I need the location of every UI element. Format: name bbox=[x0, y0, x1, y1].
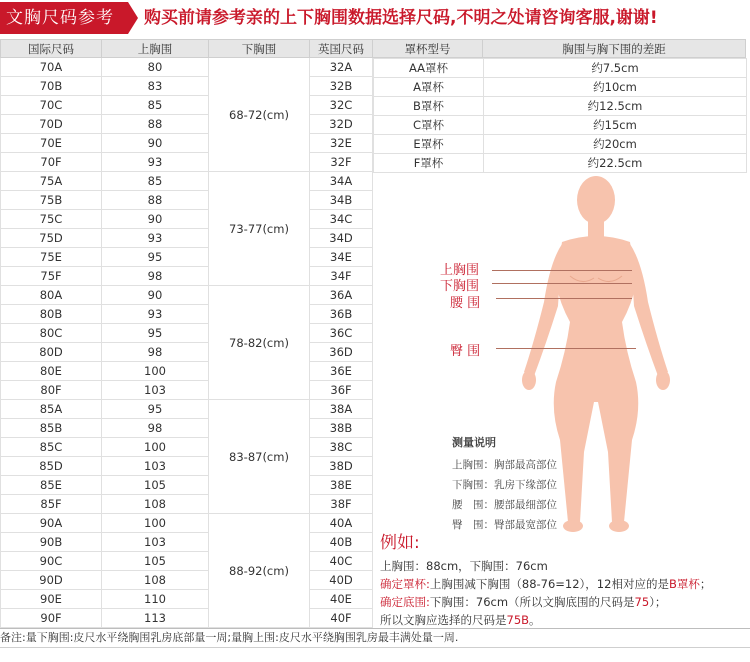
cell-upper-bust: 103 bbox=[102, 381, 209, 400]
cell-uk-size: 40F bbox=[310, 609, 373, 628]
cell-upper-bust: 88 bbox=[102, 191, 209, 210]
cell-uk-size: 32C bbox=[310, 96, 373, 115]
col-header-difference: 胸围与胸下围的差距 bbox=[483, 40, 746, 58]
cell-upper-bust: 95 bbox=[102, 324, 209, 343]
example-label-cup: 确定罩杯: bbox=[380, 577, 430, 591]
cell-intl-size: 85A bbox=[1, 400, 102, 419]
cell-intl-size: 90F bbox=[1, 609, 102, 628]
cell-upper-bust: 88 bbox=[102, 115, 209, 134]
cell-uk-size: 40E bbox=[310, 590, 373, 609]
cell-upper-bust: 85 bbox=[102, 172, 209, 191]
cell-intl-size: 80C bbox=[1, 324, 102, 343]
cell-upper-bust: 105 bbox=[102, 476, 209, 495]
col-header-uk-size: 英国尺码 bbox=[310, 40, 373, 58]
cell-intl-size: 85F bbox=[1, 495, 102, 514]
cup-row bbox=[374, 78, 747, 97]
cell-uk-size: 34D bbox=[310, 229, 373, 248]
cell-upper-bust: 85 bbox=[102, 96, 209, 115]
cell-cup-difference: 约15cm bbox=[484, 116, 747, 135]
cell-upper-bust: 93 bbox=[102, 229, 209, 248]
cell-cup-type: A罩杯 bbox=[374, 78, 484, 97]
body-silhouette bbox=[374, 172, 746, 542]
cell-intl-size: 75B bbox=[1, 191, 102, 210]
cell-intl-size: 75F bbox=[1, 267, 102, 286]
cell-uk-size: 40B bbox=[310, 533, 373, 552]
cell-intl-size: 85B bbox=[1, 419, 102, 438]
cell-uk-size: 40A bbox=[310, 514, 373, 533]
cell-under-bust: 83-87(cm) bbox=[209, 400, 310, 514]
cell-uk-size: 32E bbox=[310, 134, 373, 153]
cell-cup-difference: 约12.5cm bbox=[484, 97, 747, 116]
cell-uk-size: 40D bbox=[310, 571, 373, 590]
cell-uk-size: 34A bbox=[310, 172, 373, 191]
cell-uk-size: 38B bbox=[310, 419, 373, 438]
page-title: 文胸尺码参考 bbox=[0, 2, 128, 34]
cell-upper-bust: 80 bbox=[102, 58, 209, 77]
cup-row bbox=[374, 154, 747, 173]
measurement-legend bbox=[452, 434, 557, 535]
label-waist: 腰 围 bbox=[450, 296, 481, 311]
cell-under-bust: 68-72(cm) bbox=[209, 58, 310, 172]
col-header-cup-type: 罩杯型号 bbox=[373, 40, 483, 58]
cell-upper-bust: 103 bbox=[102, 457, 209, 476]
cell-cup-difference: 约10cm bbox=[484, 78, 747, 97]
cell-intl-size: 80A bbox=[1, 286, 102, 305]
cell-uk-size: 32F bbox=[310, 153, 373, 172]
cup-row bbox=[374, 59, 747, 78]
cell-upper-bust: 95 bbox=[102, 248, 209, 267]
cell-uk-size: 36A bbox=[310, 286, 373, 305]
example-line-1: 上胸围：88cm，下胸围：76cm bbox=[380, 559, 548, 573]
cell-intl-size: 85C bbox=[1, 438, 102, 457]
cell-upper-bust: 100 bbox=[102, 438, 209, 457]
cell-upper-bust: 105 bbox=[102, 552, 209, 571]
cell-uk-size: 32D bbox=[310, 115, 373, 134]
cell-uk-size: 32A bbox=[310, 58, 373, 77]
cell-upper-bust: 113 bbox=[102, 609, 209, 628]
label-upper-bust: 上胸围 bbox=[440, 263, 480, 278]
label-hip: 臀 围 bbox=[450, 344, 481, 359]
cup-table bbox=[373, 58, 747, 173]
cell-under-bust: 88-92(cm) bbox=[209, 514, 310, 628]
cell-intl-size: 85E bbox=[1, 476, 102, 495]
legend-title: 测量说明 bbox=[452, 436, 496, 449]
legend-item: 臀 围：臀部最宽部位 bbox=[452, 519, 557, 531]
cell-intl-size: 90D bbox=[1, 571, 102, 590]
cell-upper-bust: 95 bbox=[102, 400, 209, 419]
cell-intl-size: 70A bbox=[1, 58, 102, 77]
cell-cup-type: E罩杯 bbox=[374, 135, 484, 154]
cell-under-bust: 78-82(cm) bbox=[209, 286, 310, 400]
cell-uk-size: 38D bbox=[310, 457, 373, 476]
cell-upper-bust: 93 bbox=[102, 305, 209, 324]
legend-item: 下胸围：乳房下缘部位 bbox=[452, 479, 557, 491]
cell-intl-size: 70E bbox=[1, 134, 102, 153]
cell-upper-bust: 110 bbox=[102, 590, 209, 609]
cell-upper-bust: 100 bbox=[102, 514, 209, 533]
cell-intl-size: 75A bbox=[1, 172, 102, 191]
cell-uk-size: 38E bbox=[310, 476, 373, 495]
cell-cup-difference: 约7.5cm bbox=[484, 59, 747, 78]
cell-upper-bust: 90 bbox=[102, 134, 209, 153]
cell-uk-size: 34E bbox=[310, 248, 373, 267]
cell-under-bust: 73-77(cm) bbox=[209, 172, 310, 286]
example-line-3: 确定底围:下胸围：76cm（所以文胸底围的尺码是75）； bbox=[380, 595, 667, 609]
cell-upper-bust: 98 bbox=[102, 343, 209, 362]
cell-uk-size: 36C bbox=[310, 324, 373, 343]
example-section bbox=[380, 528, 746, 629]
cell-uk-size: 36E bbox=[310, 362, 373, 381]
cell-intl-size: 75E bbox=[1, 248, 102, 267]
cell-intl-size: 70D bbox=[1, 115, 102, 134]
cell-uk-size: 40C bbox=[310, 552, 373, 571]
cell-intl-size: 90E bbox=[1, 590, 102, 609]
cell-intl-size: 80B bbox=[1, 305, 102, 324]
cell-intl-size: 90C bbox=[1, 552, 102, 571]
cell-intl-size: 90B bbox=[1, 533, 102, 552]
cell-upper-bust: 83 bbox=[102, 77, 209, 96]
legend-item: 上胸围：胸部最高部位 bbox=[452, 459, 557, 471]
cell-intl-size: 80D bbox=[1, 343, 102, 362]
cell-uk-size: 36F bbox=[310, 381, 373, 400]
footnote: 备注:量下胸围:皮尺水平绕胸围乳房底部量一周;量胸上围:皮尺水平绕胸围乳房最丰满处量一周. bbox=[0, 628, 750, 648]
example-line-2: 确定罩杯:上胸围减下胸围（88-76=12），12相对应的是B罩杯； bbox=[380, 577, 712, 591]
cell-cup-difference: 约20cm bbox=[484, 135, 747, 154]
example-label-band: 确定底围: bbox=[380, 595, 430, 609]
cell-uk-size: 34F bbox=[310, 267, 373, 286]
headline-notice: 购买前请参考亲的上下胸围数据选择尺码,不明之处请咨询客服,谢谢! bbox=[144, 8, 658, 28]
cell-upper-bust: 100 bbox=[102, 362, 209, 381]
cell-uk-size: 38F bbox=[310, 495, 373, 514]
example-band-value: 75 bbox=[634, 595, 650, 609]
cell-upper-bust: 90 bbox=[102, 286, 209, 305]
cell-upper-bust: 93 bbox=[102, 153, 209, 172]
cell-intl-size: 70B bbox=[1, 77, 102, 96]
cell-uk-size: 34C bbox=[310, 210, 373, 229]
cell-intl-size: 85D bbox=[1, 457, 102, 476]
cell-upper-bust: 98 bbox=[102, 419, 209, 438]
legend-item: 腰 围：腰部最细部位 bbox=[452, 499, 557, 511]
cell-intl-size: 70C bbox=[1, 96, 102, 115]
cell-cup-type: C罩杯 bbox=[374, 116, 484, 135]
cell-cup-type: AA罩杯 bbox=[374, 59, 484, 78]
example-line-4: 所以文胸应选择的尺码是75B。 bbox=[380, 613, 541, 627]
cell-intl-size: 80E bbox=[1, 362, 102, 381]
size-table-header bbox=[1, 40, 746, 58]
cell-uk-size: 36B bbox=[310, 305, 373, 324]
col-header-upper-bust: 上胸围 bbox=[102, 40, 209, 58]
cell-intl-size: 75C bbox=[1, 210, 102, 229]
cell-intl-size: 80F bbox=[1, 381, 102, 400]
cell-cup-type: F罩杯 bbox=[374, 154, 484, 173]
cell-cup-difference: 约22.5cm bbox=[484, 154, 747, 173]
cell-upper-bust: 108 bbox=[102, 495, 209, 514]
cup-row bbox=[374, 135, 747, 154]
header bbox=[0, 0, 750, 38]
cup-row bbox=[374, 116, 747, 135]
cell-intl-size: 90A bbox=[1, 514, 102, 533]
cell-intl-size: 75D bbox=[1, 229, 102, 248]
cell-upper-bust: 103 bbox=[102, 533, 209, 552]
example-size-value: 75B bbox=[506, 613, 530, 627]
cell-intl-size: 70F bbox=[1, 153, 102, 172]
cell-uk-size: 38C bbox=[310, 438, 373, 457]
cell-uk-size: 34B bbox=[310, 191, 373, 210]
cell-upper-bust: 108 bbox=[102, 571, 209, 590]
cell-uk-size: 38A bbox=[310, 400, 373, 419]
body-figure-area bbox=[374, 172, 746, 542]
cell-uk-size: 32B bbox=[310, 77, 373, 96]
cell-upper-bust: 90 bbox=[102, 210, 209, 229]
cell-upper-bust: 98 bbox=[102, 267, 209, 286]
col-header-intl-size: 国际尺码 bbox=[1, 40, 102, 58]
example-title: 例如: bbox=[380, 533, 420, 553]
cell-uk-size: 36D bbox=[310, 343, 373, 362]
col-header-under-bust: 下胸围 bbox=[209, 40, 310, 58]
label-under-bust: 下胸围 bbox=[440, 279, 480, 294]
cell-cup-type: B罩杯 bbox=[374, 97, 484, 116]
cup-row bbox=[374, 97, 747, 116]
example-cup-value: B罩杯 bbox=[668, 577, 700, 591]
